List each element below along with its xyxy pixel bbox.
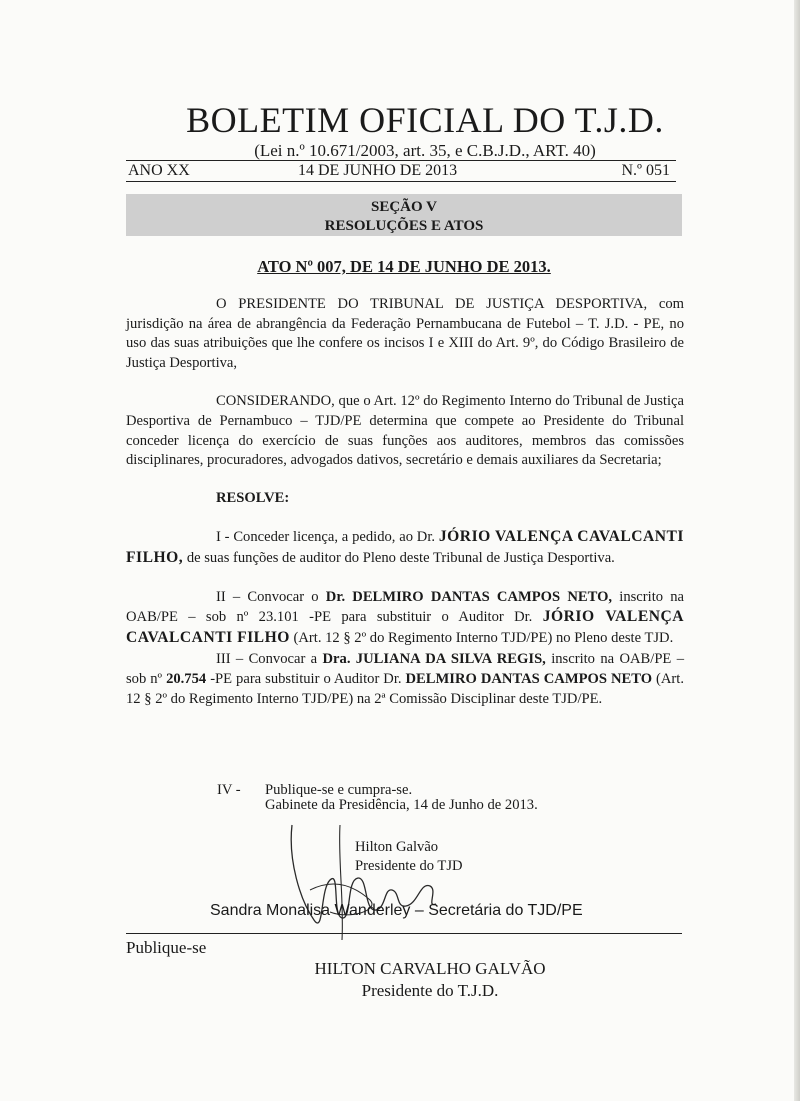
item-iii: III – Convocar a Dra. JULIANA DA SILVA REGIS, inscrito na OAB/PE – sob nº 20.754 -PE para substituir o Auditor Dr. DELMIRO DANTAS CAMPOS NETO (Art. 12 § 2º do Regimento Interno TJD/PE) na 2ª Comissão Disciplinar deste TJD/PE. <box>126 651 684 707</box>
section-name: RESOLUÇÕES E ATOS <box>324 218 484 234</box>
issue-number: N.º 051 <box>621 162 670 179</box>
issue-year: ANO XX <box>128 162 190 179</box>
page-edge <box>794 0 800 1101</box>
considering-paragraph: CONSIDERANDO, que o Art. 12º do Regimento Interno do Tribunal de Justiça Desportiva de Pernambuco – TJD/PE determina que compete ao Presidente do Tribunal conceder licença do exercício de suas funções aos auditores, membros das comissões disciplinares, procuradores, advogados dativos, secretário e demais auxiliares da Secretaria; <box>126 393 684 469</box>
bulletin-title: BOLETIM OFICIAL DO T.J.D. <box>186 100 664 140</box>
section-banner <box>126 194 682 236</box>
footer-signatory <box>200 958 660 1002</box>
issue-row <box>126 161 674 181</box>
resolve-heading: RESOLVE: <box>216 489 290 506</box>
footer-rule <box>126 933 682 934</box>
preamble-paragraph: O PRESIDENTE DO TRIBUNAL DE JUSTIÇA DESPORTIVA, com jurisdição na área de abrangência da Federação Pernambucana de Futebol – T. J.D. - PE, no uso das suas atribuições que lhe confere os incisos I e XIII do Art. 9º, do Código Brasileiro de Justiça Desportiva, <box>126 296 684 371</box>
footer-name: HILTON CARVALHO GALVÃO <box>314 959 546 978</box>
header-rule-bottom <box>126 181 676 182</box>
item-i: I - Conceder licença, a pedido, ao Dr. JÓRIO VALENÇA CAVALCANTI FILHO, de suas funções de auditor do Pleno deste Tribunal de Justiça Desportiva. <box>126 528 684 566</box>
president-name: Hilton Galvão <box>355 839 439 855</box>
issue-date: 14 DE JUNHO DE 2013 <box>298 162 458 179</box>
act-title: ATO Nº 007, DE 14 DE JUNHO DE 2013. <box>257 257 551 276</box>
item-ii: II – Convocar o Dr. DELMIRO DANTAS CAMPOS NETO, inscrito na OAB/PE – sob nº 23.101 -PE para substituir o Auditor Dr. JÓRIO VALENÇA CAVALCANTI FILHO (Art. 12 § 2º do Regimento Interno TJD/PE) no Pleno deste TJD. <box>126 588 684 646</box>
secretary-line: Sandra Monalisa Wanderley – Secretária do TJD/PE <box>210 902 583 919</box>
act-body <box>126 295 684 728</box>
footer-role: Presidente do T.J.D. <box>361 981 499 1000</box>
item-iv-text: Publique-se e cumpra-se. <box>265 782 413 798</box>
section-number: SEÇÃO V <box>371 199 437 215</box>
item-iv-label: IV - <box>217 782 241 798</box>
law-reference: (Lei n.º 10.671/2003, art. 35, e C.B.J.D., ART. 40) <box>254 141 596 160</box>
publique-label: Publique-se <box>126 938 207 957</box>
gabinete-line: Gabinete da Presidência, 14 de Junho de 2013. <box>265 797 538 813</box>
handwritten-signature <box>280 820 460 950</box>
president-role: Presidente do TJD <box>355 858 463 874</box>
